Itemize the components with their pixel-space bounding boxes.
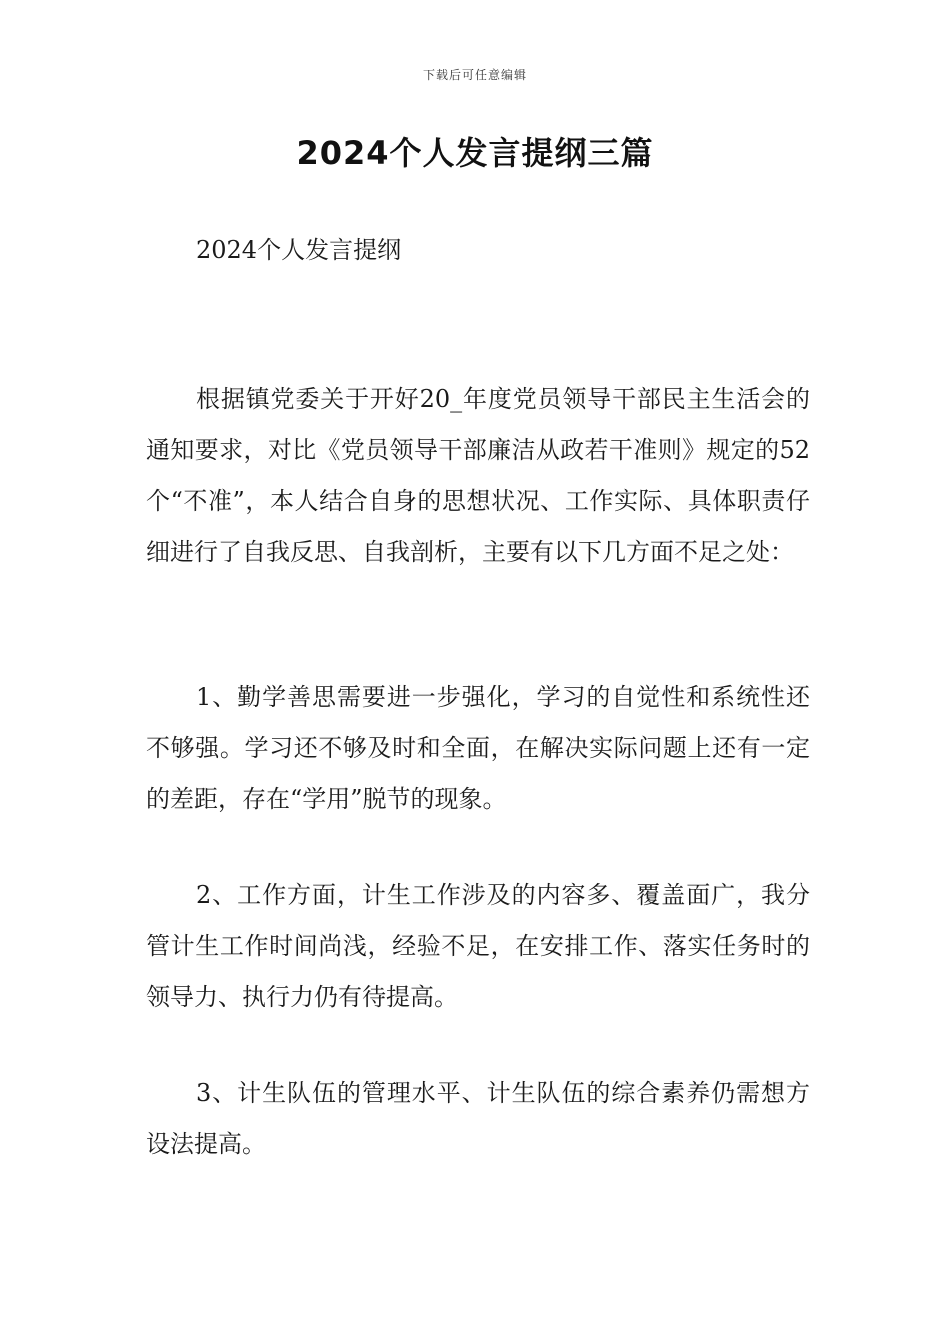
paragraph-point-3: 3、计生队伍的管理水平、计生队伍的综合素养仍需想方设法提高。 (146, 1079, 810, 1158)
paragraph-point-2: 2、工作方面，计生工作涉及的内容多、覆盖面广，我分管计生工作时间尚浅，经验不足，在安排工作、落实任务时的领导力、执行力仍有待提高。 (146, 881, 810, 1011)
paragraph-point-1: 1、勤学善思需要进一步强化，学习的自觉性和系统性还不够强。学习还不够及时和全面，在解决实际问题上还有一定的差距，存在“学用”脱节的现象。 (146, 683, 810, 813)
document-title: 2024个人发言提纲三篇 (296, 134, 654, 172)
section-subtitle: 2024个人发言提纲 (196, 236, 402, 264)
header-note: 下载后可任意编辑 (422, 68, 527, 82)
paragraph-intro: 根据镇党委关于开好20_年度党员领导干部民主生活会的通知要求，对比《党员领导干部廉洁从政若干准则》规定的52个“不准”，本人结合自身的思想状况、工作实际、具体职责仔细进行了自我反思、自我剖析，主要有以下几方面不足之处： (146, 385, 810, 566)
